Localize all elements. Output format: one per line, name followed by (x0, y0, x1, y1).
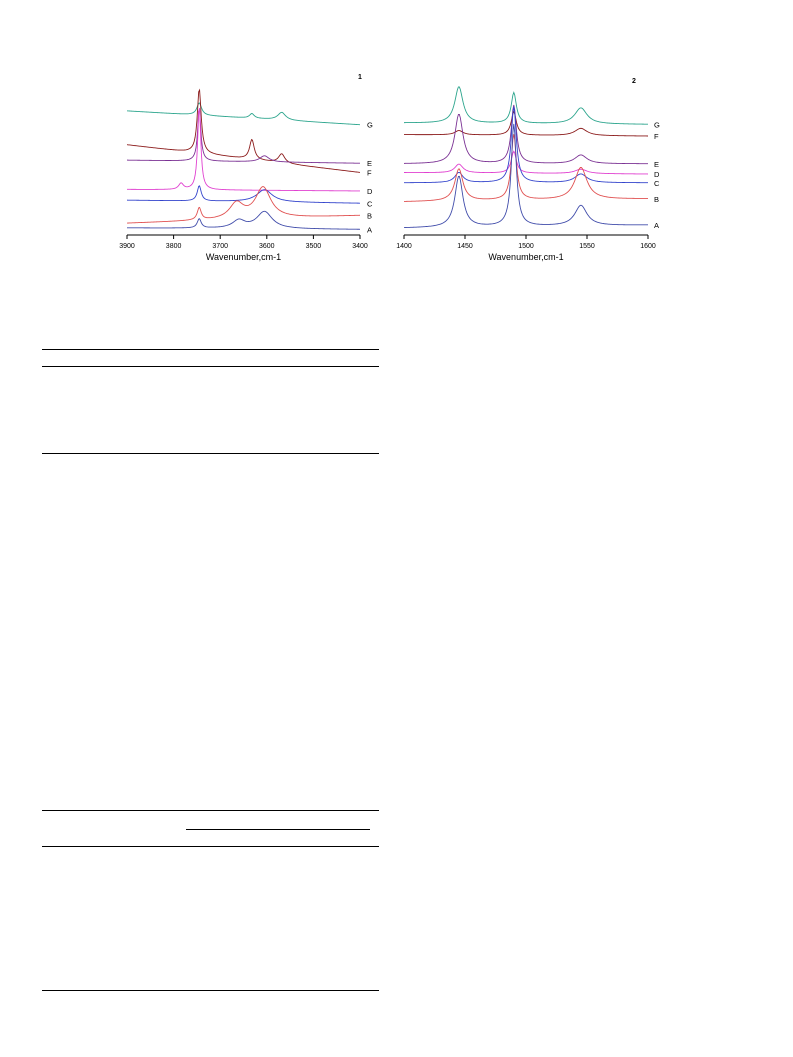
x-tick-label: 3800 (165, 243, 182, 250)
table-header-rule (42, 366, 379, 367)
table2-subheader-rule (186, 829, 370, 830)
panel-label: 2 (632, 78, 636, 85)
series-line-C (404, 107, 648, 183)
series-label-D: D (367, 186, 373, 196)
series-label-A: A (654, 221, 660, 231)
x-tick-label: 1600 (640, 243, 656, 250)
series-label-C: C (367, 199, 373, 209)
x-tick-label: 3600 (259, 243, 275, 250)
table2-header-rule (42, 846, 379, 847)
x-tick-label: 3500 (305, 243, 322, 250)
series-line-D (404, 151, 648, 174)
x-axis-label: Wavenumber,cm-1 (488, 252, 564, 262)
series-label-D: D (654, 170, 660, 180)
series-label-E: E (367, 159, 373, 169)
x-tick-label: 1450 (457, 243, 473, 250)
x-tick-label: 3400 (352, 243, 368, 250)
x-tick-label: 3900 (119, 243, 135, 250)
series-line-F (404, 112, 648, 136)
chart-panel-2 (388, 65, 663, 275)
series-label-G: G (654, 120, 660, 130)
chart-panel-1 (112, 65, 374, 275)
series-line-B (404, 134, 648, 201)
series-label-E: E (654, 159, 660, 169)
series-label-B: B (367, 211, 373, 221)
series-line-G (127, 103, 360, 125)
series-label-F: F (654, 132, 659, 142)
table2-bottom-rule (42, 990, 379, 991)
table-bottom-rule (42, 453, 379, 454)
x-axis-label: Wavenumber,cm-1 (205, 252, 282, 262)
series-line-D (127, 108, 360, 191)
series-label-A: A (367, 225, 373, 235)
series-line-C (127, 186, 360, 203)
panel-label: 1 (358, 74, 362, 81)
x-tick-label: 1400 (396, 243, 412, 250)
table-top-rule (42, 349, 379, 350)
x-tick-label: 1550 (579, 243, 595, 250)
x-tick-label: 1500 (518, 243, 534, 250)
series-line-A (404, 124, 648, 228)
x-tick-label: 3700 (212, 243, 228, 250)
table2-top-rule (42, 810, 379, 811)
series-label-C: C (654, 178, 660, 188)
series-label-B: B (654, 194, 660, 204)
series-line-B (127, 187, 360, 223)
series-line-A (127, 211, 360, 229)
series-label-G: G (367, 120, 373, 130)
series-label-F: F (367, 168, 372, 178)
series-line-G (404, 87, 648, 124)
